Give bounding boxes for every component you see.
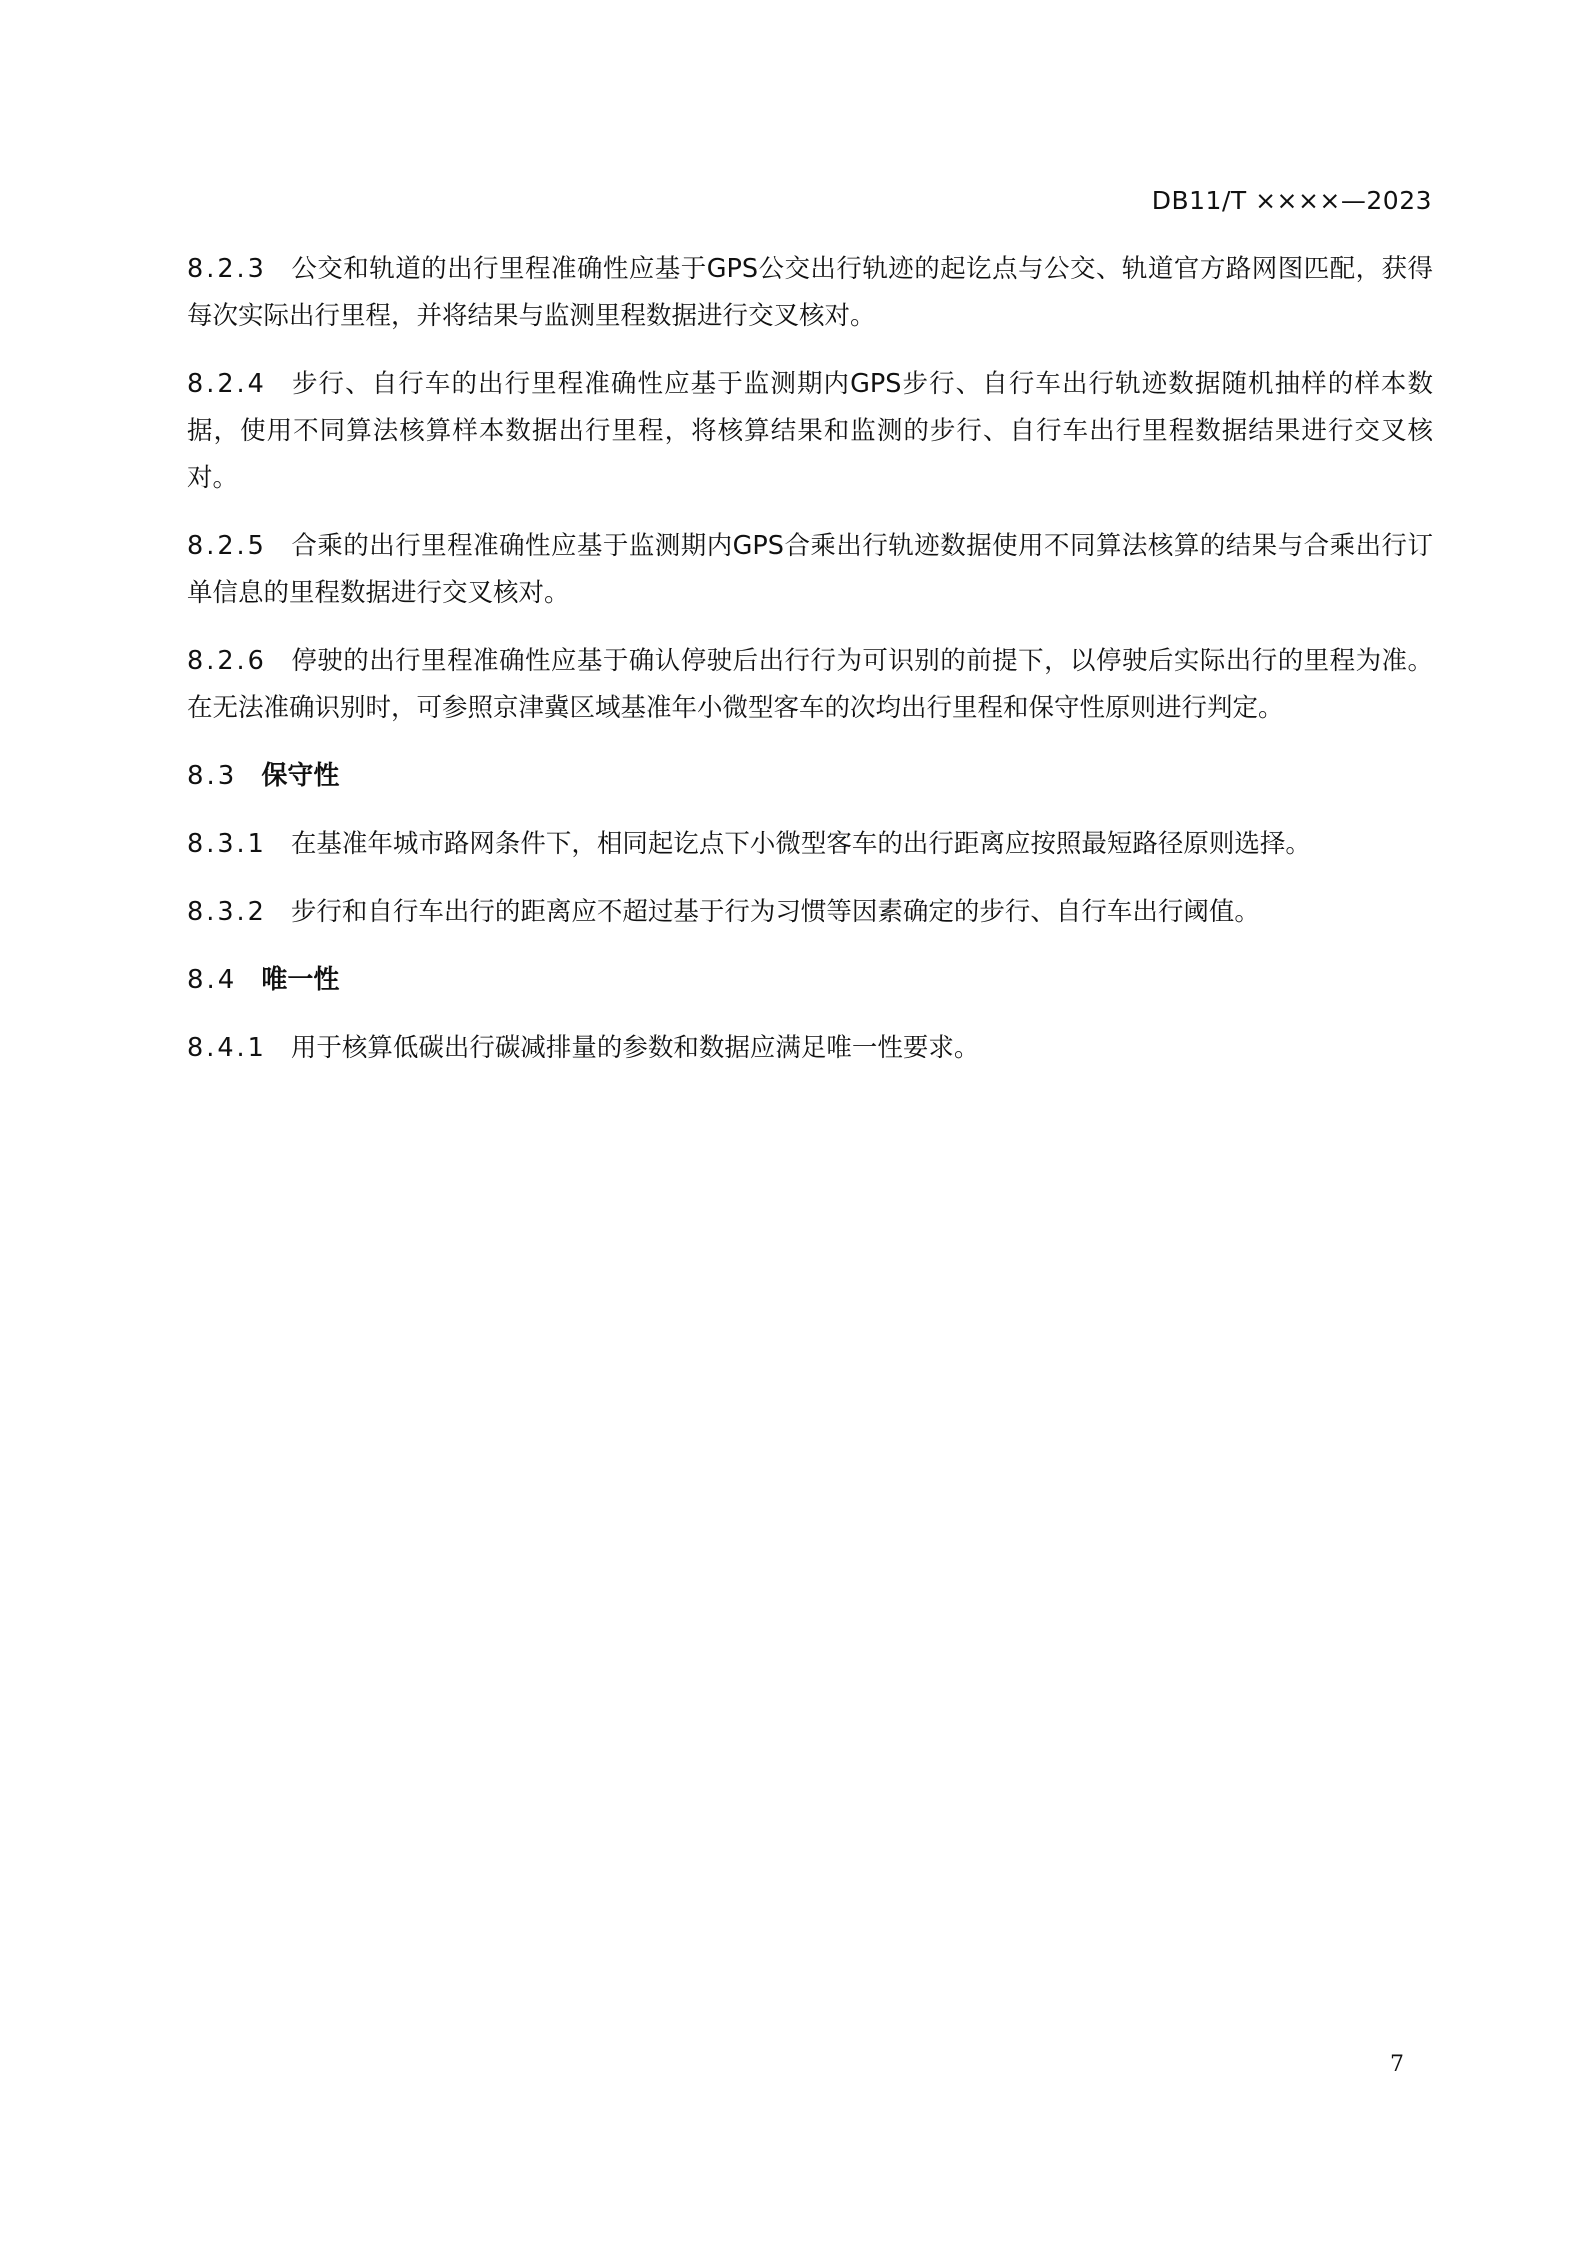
clause-number: 8.3.1 bbox=[187, 829, 267, 859]
clause-text: 公交和轨道的出行里程准确性应基于GPS公交出行轨迹的起讫点与公交、轨道官方路网图匹配，获得每次实际出行里程，并将结果与监测里程数据进行交叉核对。 bbox=[187, 254, 1433, 331]
clause-text: 步行、自行车的出行里程准确性应基于监测期内GPS步行、自行车出行轨迹数据随机抽样的样本数据，使用不同算法核算样本数据出行里程，将核算结果和监测的步行、自行车出行里程数据结果进行交叉核对。 bbox=[187, 369, 1433, 493]
clause-text: 用于核算低碳出行碳减排量的参数和数据应满足唯一性要求。 bbox=[290, 1033, 980, 1063]
clause-number: 8.2.5 bbox=[187, 531, 267, 561]
clause-text: 步行和自行车出行的距离应不超过基于行为习惯等因素确定的步行、自行车出行阈值。 bbox=[290, 897, 1260, 927]
clause-8-2-3 bbox=[187, 246, 1433, 340]
section-number: 8.4 bbox=[187, 965, 238, 995]
clause-text: 合乘的出行里程准确性应基于监测期内GPS合乘出行轨迹数据使用不同算法核算的结果与合乘出行订单信息的里程数据进行交叉核对。 bbox=[187, 531, 1433, 608]
section-heading-8-3 bbox=[187, 753, 1433, 800]
section-title: 唯一性 bbox=[261, 965, 340, 995]
clause-8-4-1 bbox=[187, 1025, 1433, 1072]
page-number: 7 bbox=[1390, 2052, 1404, 2077]
section-heading-8-4 bbox=[187, 957, 1433, 1004]
clause-text: 停驶的出行里程准确性应基于确认停驶后出行行为可识别的前提下，以停驶后实际出行的里程为准。在无法准确识别时，可参照京津冀区域基准年小微型客车的次均出行里程和保守性原则进行判定。 bbox=[187, 646, 1433, 723]
clause-number: 8.2.3 bbox=[187, 254, 267, 284]
document-code-header: DB11/T ××××—2023 bbox=[1151, 186, 1432, 215]
clause-text: 在基准年城市路网条件下，相同起讫点下小微型客车的出行距离应按照最短路径原则选择。 bbox=[290, 829, 1311, 859]
clause-number: 8.4.1 bbox=[187, 1033, 267, 1063]
clause-8-3-2 bbox=[187, 889, 1433, 936]
clause-8-2-4 bbox=[187, 361, 1433, 502]
clause-8-3-1 bbox=[187, 821, 1433, 868]
clause-8-2-6 bbox=[187, 638, 1433, 732]
section-number: 8.3 bbox=[187, 761, 238, 791]
clause-number: 8.2.4 bbox=[187, 369, 267, 399]
clause-number: 8.3.2 bbox=[187, 897, 267, 927]
document-body bbox=[187, 246, 1433, 1093]
clause-8-2-5 bbox=[187, 523, 1433, 617]
section-title: 保守性 bbox=[261, 761, 340, 791]
clause-number: 8.2.6 bbox=[187, 646, 267, 676]
